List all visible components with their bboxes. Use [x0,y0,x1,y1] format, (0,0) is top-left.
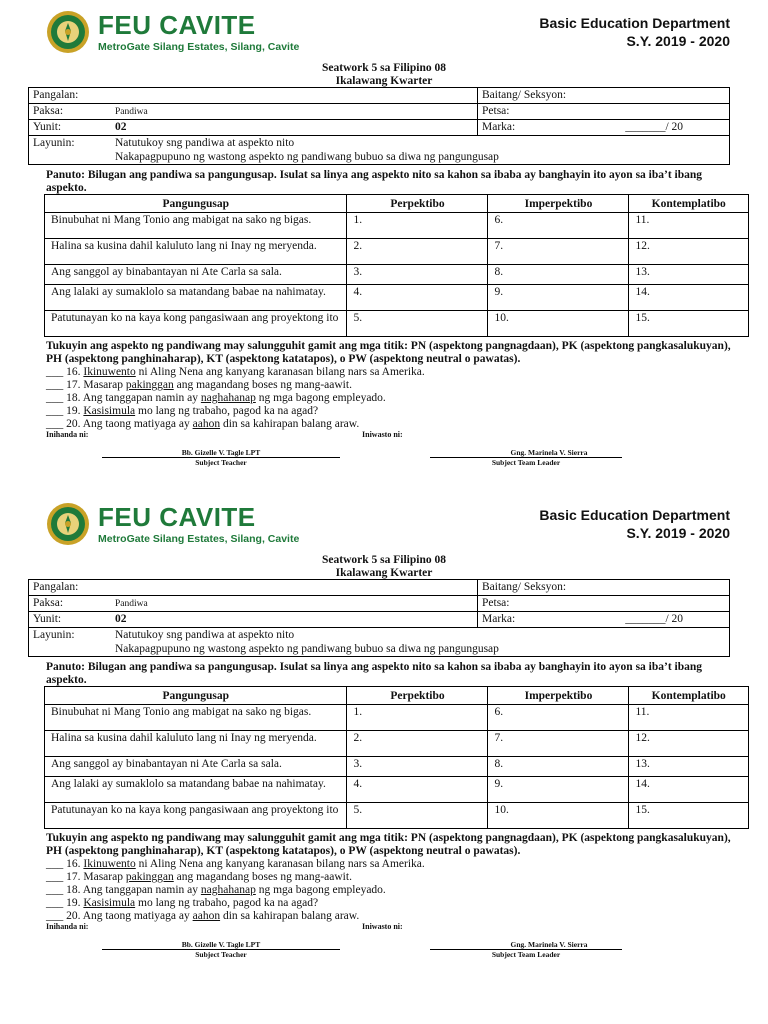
topic-value: Pandiwa [115,599,148,609]
topic-field [29,104,478,120]
seal-icon [46,10,90,54]
table-row [45,803,749,829]
brand-name: FEU CAVITE [98,502,256,532]
answer-cell[interactable]: 3. [347,265,488,285]
date-field[interactable] [478,104,730,120]
list-item[interactable]: ___ 19. Kasisimula mo lang ng trabaho, pagod ka na agad? [46,405,319,417]
list-item[interactable]: ___ 17. Masarap pakinggan ang magandang boses ng mang-aawit. [46,871,352,883]
section-label: Baitang/ Seksyon: [482,89,567,101]
list-item[interactable]: ___ 19. Kasisimula mo lang ng trabaho, pagod ka na agad? [46,897,319,909]
underlined-verb: pakinggan [125,871,174,883]
unit-field [29,120,478,136]
worksheet-title-block [0,554,768,580]
school-year: S.Y. 2019 - 2020 [626,33,730,49]
checked-by-label: Iniwasto ni: [362,922,403,931]
objective-field [29,136,730,165]
sentence-cell: Patutunayan ko na kaya kong pangasiwaan ang proyektong ito [45,803,347,829]
answer-cell[interactable]: 11. [629,705,749,731]
student-info-table [28,579,730,657]
underlined-verb: Ikinuwento [83,858,136,870]
topic-value: Pandiwa [115,107,148,117]
verb-aspect-table [44,686,749,829]
sentence-cell: Ang lalaki ay sumaklolo sa matandang babae na nahimatay. [45,777,347,803]
table-row [45,705,749,731]
header-kontemplatibo: Kontemplatibo [629,687,749,705]
answer-cell[interactable]: 9. [488,777,629,803]
instructions: Panuto: Bilugan ang pandiwa sa pangungusap. Isulat sa linya ang aspekto nito sa kahon sa ibaba ay banghayin ito ayon sa iba’t ibang aspekto. [46,661,703,686]
header-imperpektibo: Imperpektibo [488,195,629,213]
answer-cell[interactable]: 4. [347,285,488,311]
list-item[interactable]: ___ 16. Ikinuwento ni Aling Nena ang kanyang karanasan bilang nars sa Amerika. [46,366,425,378]
header-kontemplatibo: Kontemplatibo [629,195,749,213]
unit-value: 02 [115,121,127,133]
teacher-name: Bb. Gizelle V. Tagle LPT [181,940,261,949]
checked-by-label: Iniwasto ni: [362,430,403,439]
table-row [45,757,749,777]
score-field[interactable] [478,120,730,136]
date-label: Petsa: [482,105,510,117]
prepared-by-label: Inihanda ni: [46,430,89,439]
answer-cell[interactable]: 8. [488,757,629,777]
objective-1: Natutukoy sng pandiwa at aspekto nito [115,629,295,641]
list-item[interactable]: ___ 18. Ang tanggapan namin ay naghahanap ng mga bagong empleyado. [46,884,386,896]
section-field[interactable] [478,580,730,596]
answer-cell[interactable]: 5. [347,803,488,829]
sentence-cell: Halina sa kusina dahil kaluluto lang ni Inay ng meryenda. [45,239,347,265]
table-row [45,239,749,265]
answer-cell[interactable]: 14. [629,777,749,803]
answer-cell[interactable]: 3. [347,757,488,777]
table-row [45,731,749,757]
school-logo [46,10,300,58]
section-field[interactable] [478,88,730,104]
sentence-cell: Binubuhat ni Mang Tonio ang mabigat na sako ng bigas. [45,213,347,239]
answer-cell[interactable]: 12. [629,731,749,757]
unit-value: 02 [115,613,127,625]
sentence-cell: Patutunayan ko na kaya kong pangasiwaan ang proyektong ito [45,311,347,337]
seal-icon [46,502,90,546]
score-value: _______/ 20 [625,121,684,133]
department-name: Basic Education Department [539,507,730,523]
department-name: Basic Education Department [539,15,730,31]
topic-field [29,596,478,612]
underlined-verb: aahon [192,418,221,430]
department-block [539,506,730,542]
topic-label: Paksa: [33,597,64,609]
seatwork-sheet-bottom [0,492,768,982]
answer-cell[interactable]: 4. [347,777,488,803]
identify-items [46,858,425,923]
underlined-verb: aahon [192,910,221,922]
department-block [539,14,730,50]
unit-field [29,612,478,628]
leader-role: Subject Team Leader [491,950,561,959]
answer-cell[interactable]: 7. [488,239,629,265]
answer-cell[interactable]: 9. [488,285,629,311]
underlined-verb: pakinggan [125,379,174,391]
list-item[interactable]: ___ 20. Ang taong matiyaga ay aahon din sa kahirapan balang araw. [46,418,360,430]
list-item[interactable]: ___ 18. Ang tanggapan namin ay naghahanap ng mga bagong empleyado. [46,392,386,404]
sentence-cell: Binubuhat ni Mang Tonio ang mabigat na sako ng bigas. [45,705,347,731]
answer-cell[interactable]: 15. [629,311,749,337]
teacher-name: Bb. Gizelle V. Tagle LPT [181,448,261,457]
sentence-cell: Ang lalaki ay sumaklolo sa matandang babae na nahimatay. [45,285,347,311]
score-label: Marka: [482,613,516,625]
sentence-cell: Ang sanggol ay binabantayan ni Ate Carla sa sala. [45,757,347,777]
header-imperpektibo: Imperpektibo [488,687,629,705]
underlined-verb: naghahanap [200,392,256,404]
identify-instructions: Tukuyin ang aspekto ng pandiwang may salungguhit gamit ang mga titik: PN (aspektong pangnagdaan), PK (aspektong pangkasalukuyan), PH (aspektong panghinaharap), KT (aspektong katatapos), o PW (aspektong neutral o pawatas). [46,340,731,365]
header-pangungusap: Pangungusap [45,195,347,213]
answer-cell[interactable]: 5. [347,311,488,337]
answer-cell[interactable]: 12. [629,239,749,265]
unit-label: Yunit: [33,121,62,133]
answer-cell[interactable]: 10. [488,311,629,337]
answer-cell[interactable]: 6. [488,705,629,731]
score-value: _______/ 20 [625,613,684,625]
underlined-verb: Kasisimula [83,405,136,417]
worksheet-title: Seatwork 5 sa Filipino 08 [322,62,446,74]
answer-cell[interactable]: 15. [629,803,749,829]
objective-1: Natutukoy sng pandiwa at aspekto nito [115,137,295,149]
list-item[interactable]: ___ 16. Ikinuwento ni Aling Nena ang kanyang karanasan bilang nars sa Amerika. [46,858,425,870]
name-field[interactable] [29,88,478,104]
header-perpektibo: Perpektibo [347,687,488,705]
unit-label: Yunit: [33,613,62,625]
student-info-table [28,87,730,165]
objective-2: Nakapagpupuno ng wastong aspekto ng pandiwang bubuo sa diwa ng pangungusap [115,151,499,163]
worksheet-title-block [0,62,768,88]
answer-cell[interactable]: 11. [629,213,749,239]
worksheet-subtitle: Ikalawang Kwarter [335,567,433,579]
name-label: Pangalan: [33,581,79,593]
worksheet-subtitle: Ikalawang Kwarter [335,75,433,87]
underlined-verb: Kasisimula [83,897,136,909]
answer-cell[interactable]: 14. [629,285,749,311]
brand-address: MetroGate Silang Estates, Silang, Cavite [98,533,300,545]
answer-cell[interactable]: 10. [488,803,629,829]
name-field[interactable] [29,580,478,596]
answer-cell[interactable]: 2. [347,239,488,265]
school-logo [46,502,300,550]
answer-cell[interactable]: 6. [488,213,629,239]
answer-cell[interactable]: 2. [347,731,488,757]
brand-address: MetroGate Silang Estates, Silang, Cavite [98,41,300,53]
list-item[interactable]: ___ 20. Ang taong matiyaga ay aahon din sa kahirapan balang araw. [46,910,360,922]
name-label: Pangalan: [33,89,79,101]
table-row [45,311,749,337]
answer-cell[interactable]: 1. [347,705,488,731]
sentence-cell: Ang sanggol ay binabantayan ni Ate Carla sa sala. [45,265,347,285]
answer-cell[interactable]: 13. [629,265,749,285]
list-item[interactable]: ___ 17. Masarap pakinggan ang magandang boses ng mang-aawit. [46,379,352,391]
score-field[interactable] [478,612,730,628]
worksheet-title: Seatwork 5 sa Filipino 08 [322,554,446,566]
objective-field [29,628,730,657]
answer-cell[interactable]: 1. [347,213,488,239]
underlined-verb: Ikinuwento [83,366,136,378]
leader-role: Subject Team Leader [491,458,561,467]
objective-2: Nakapagpupuno ng wastong aspekto ng pandiwang bubuo sa diwa ng pangungusap [115,643,499,655]
underlined-verb: naghahanap [200,884,256,896]
score-label: Marka: [482,121,516,133]
section-label: Baitang/ Seksyon: [482,581,567,593]
table-row [45,777,749,803]
teacher-role: Subject Teacher [195,950,247,959]
leader-name: Gng. Marinela V. Sierra [510,940,588,949]
objective-label: Layunin: [33,137,75,149]
seatwork-sheet-top [0,0,768,490]
table-row [45,213,749,239]
table-row [45,285,749,311]
identify-items [46,366,425,431]
table-row [45,265,749,285]
prepared-by-label: Inihanda ni: [46,922,89,931]
objective-label: Layunin: [33,629,75,641]
answer-cell[interactable]: 7. [488,731,629,757]
brand-name: FEU CAVITE [98,10,256,40]
identify-instructions: Tukuyin ang aspekto ng pandiwang may salungguhit gamit ang mga titik: PN (aspektong pangnagdaan), PK (aspektong pangkasalukuyan), PH (aspektong panghinaharap), KT (aspektong katatapos), o PW (aspektong neutral o pawatas). [46,832,731,857]
date-field[interactable] [478,596,730,612]
instructions: Panuto: Bilugan ang pandiwa sa pangungusap. Isulat sa linya ang aspekto nito sa kahon sa ibaba ay banghayin ito ayon sa iba’t ibang aspekto. [46,169,703,194]
sentence-cell: Halina sa kusina dahil kaluluto lang ni Inay ng meryenda. [45,731,347,757]
header-perpektibo: Perpektibo [347,195,488,213]
answer-cell[interactable]: 8. [488,265,629,285]
school-year: S.Y. 2019 - 2020 [626,525,730,541]
teacher-role: Subject Teacher [195,458,247,467]
topic-label: Paksa: [33,105,64,117]
header-pangungusap: Pangungusap [45,687,347,705]
leader-name: Gng. Marinela V. Sierra [510,448,588,457]
verb-aspect-table [44,194,749,337]
date-label: Petsa: [482,597,510,609]
answer-cell[interactable]: 13. [629,757,749,777]
